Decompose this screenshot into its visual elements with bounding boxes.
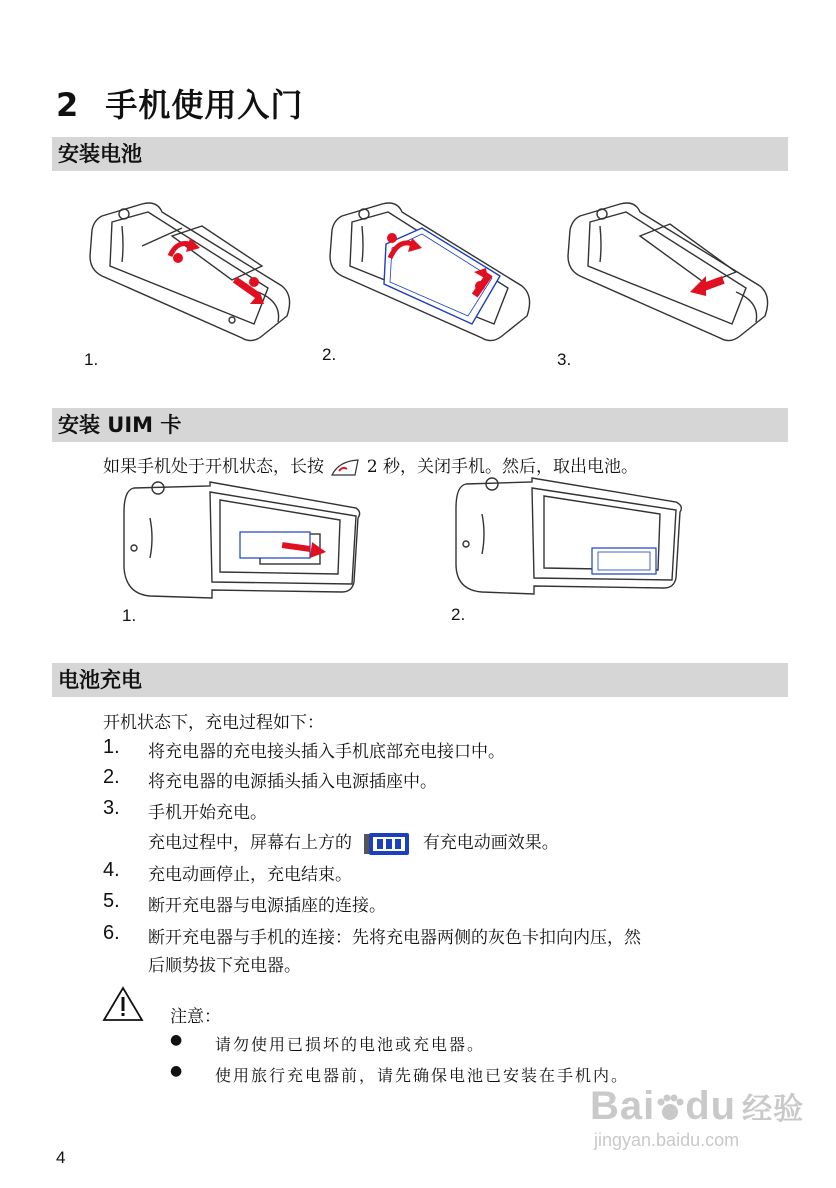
note-item-text: 使用旅行充电器前，请先确保电池已安装在手机内。 xyxy=(215,1066,630,1085)
charging-step-text: 将充电器的电源插头插入电源插座中。 xyxy=(148,772,437,792)
chapter-title xyxy=(56,80,303,126)
uim-instruction-after: 2 秒，关闭手机。然后，取出电池。 xyxy=(366,457,639,477)
battery-figure-2 xyxy=(322,196,542,346)
battery-figure-3 xyxy=(560,196,780,346)
charging-step-text: 断开充电器与电源插座的连接。 xyxy=(148,896,386,916)
charging-sub-before: 充电过程中，屏幕右上方的 xyxy=(148,833,352,853)
uim-step-label-2: 2. xyxy=(451,605,466,624)
uim-figure-2 xyxy=(452,472,692,598)
battery-step-label-1: 1. xyxy=(84,350,99,369)
watermark-brand-2: du xyxy=(685,1084,737,1128)
uim-step-label-1: 1. xyxy=(122,606,137,625)
charging-step-text-continued: 后顺势拔下充电器。 xyxy=(148,956,301,976)
charging-step-number: 3. xyxy=(103,797,120,819)
charging-step-text: 充电动画停止，充电结束。 xyxy=(148,865,352,885)
paw-icon xyxy=(655,1093,685,1123)
section-bar-uim xyxy=(52,408,788,442)
watermark-url: jingyan.baidu.com xyxy=(594,1130,740,1150)
charging-step-text: 手机开始充电。 xyxy=(148,803,267,823)
watermark-brand-3: 经验 xyxy=(742,1093,805,1126)
bullet-icon: ● xyxy=(170,1063,185,1079)
charging-step-number: 4. xyxy=(103,859,120,881)
charging-intro: 开机状态下，充电过程如下： xyxy=(103,713,324,733)
note-item-text: 请勿使用已损坏的电池或充电器。 xyxy=(215,1035,486,1054)
uim-figure-1 xyxy=(120,478,370,602)
chapter-number: 2 xyxy=(56,86,80,124)
charging-step-number: 5. xyxy=(103,890,120,912)
chapter-title-text: 手机使用入门 xyxy=(105,86,304,124)
charging-step-number: 6. xyxy=(103,922,120,944)
section-title-battery: 安装电池 xyxy=(58,142,142,166)
section-title-uim: 安装 UIM 卡 xyxy=(58,413,182,437)
section-title-charging: 电池充电 xyxy=(58,668,142,692)
charging-step-number: 1. xyxy=(103,736,120,758)
battery-figure-1 xyxy=(82,196,302,346)
watermark-brand: Bai xyxy=(590,1084,656,1128)
battery-step-label-2: 2. xyxy=(322,345,337,364)
uim-instruction-before: 如果手机处于开机状态，长按 xyxy=(103,457,324,477)
charging-sub-after: 有充电动画效果。 xyxy=(422,833,559,853)
charging-step-number: 2. xyxy=(103,766,120,788)
baidu-watermark-logo xyxy=(590,1084,804,1129)
charging-step-text: 断开充电器与手机的连接：先将充电器两侧的灰色卡扣向内压，然 xyxy=(148,928,641,948)
warning-icon xyxy=(102,986,144,1022)
section-bar-battery xyxy=(52,137,788,171)
note-label: 注意： xyxy=(170,1007,221,1027)
power-key-icon xyxy=(329,457,361,479)
bullet-icon: ● xyxy=(170,1032,185,1048)
charging-sub-note xyxy=(148,828,559,856)
battery-indicator-icon xyxy=(363,832,411,856)
page-number: 4 xyxy=(56,1148,66,1167)
battery-step-label-3: 3. xyxy=(557,350,572,369)
section-bar-charging xyxy=(52,663,788,697)
charging-step-text: 将充电器的充电接头插入手机底部充电接口中。 xyxy=(148,742,505,762)
